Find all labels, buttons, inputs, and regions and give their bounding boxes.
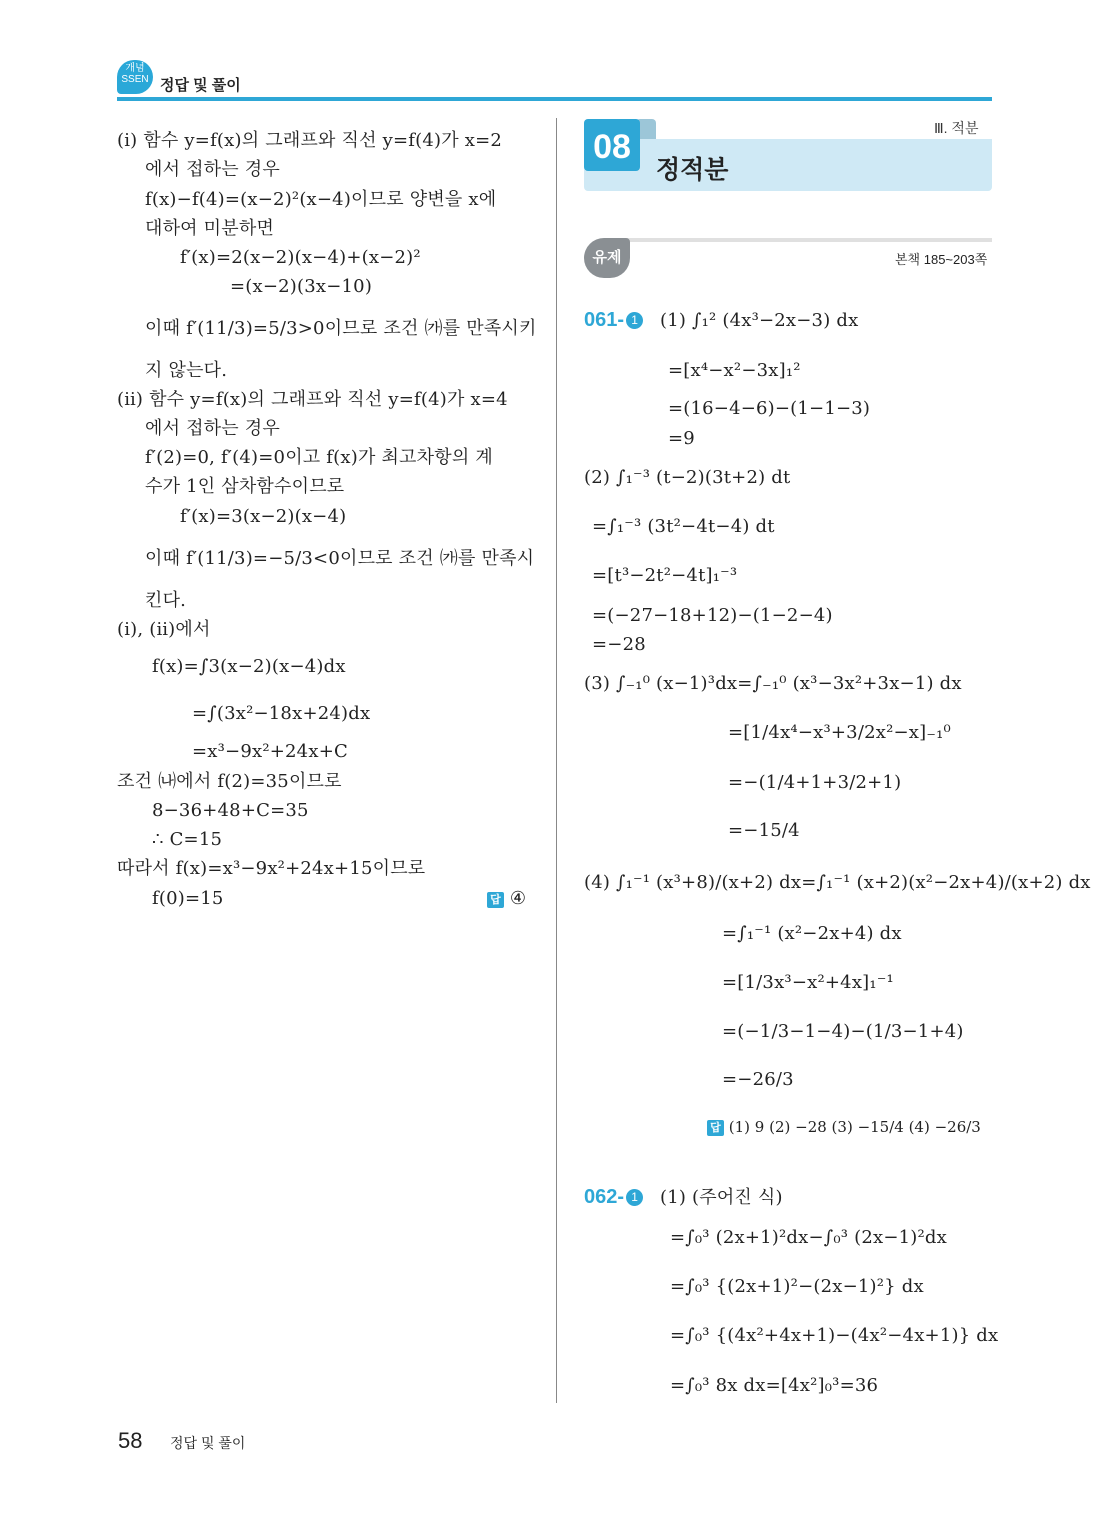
brand-logo — [117, 60, 153, 94]
problem-number: 061- — [584, 309, 625, 331]
answer-value: ④ — [509, 888, 527, 909]
logo-top: 개념 — [125, 63, 145, 74]
answer-mark: 답 — [707, 1120, 724, 1136]
problem-062-number — [584, 1186, 643, 1209]
left-line: 킨다. — [145, 590, 187, 611]
page-number: 58 — [118, 1428, 143, 1453]
left-line: 따라서 f(x)=x³−9x²+24x+15이므로 — [117, 858, 426, 879]
left-answer — [487, 888, 526, 910]
p061-line: =[1/3x³−x²+4x]₁⁻¹ — [722, 972, 894, 993]
left-line: f(x)−f(4)=(x−2)²(x−4)이므로 양변을 x에 — [145, 189, 497, 210]
left-line: =∫(3x²−18x+24)dx — [192, 703, 371, 724]
yuje-reference: 본책 185~203쪽 — [895, 252, 988, 267]
left-line: f(x)=∫3(x−2)(x−4)dx — [152, 656, 346, 677]
p061-line: =(−1/3−1−4)−(1/3−1+4) — [722, 1021, 964, 1042]
p061-line: =−15/4 — [728, 820, 800, 841]
p061-line: =(16−4−6)−(1−1−3) — [668, 398, 871, 419]
left-line: 이때 f′(11/3)=−5/3<0이므로 조건 ㈎를 만족시 — [145, 548, 535, 569]
chapter-number: 08 — [584, 119, 640, 171]
p061-line: =∫₁⁻¹ (x²−2x+4) dx — [722, 923, 902, 944]
yuje-rule — [626, 238, 992, 242]
left-line: 대하여 미분하면 — [145, 218, 275, 239]
left-line: (ⅱ) 함수 y=f(x)의 그래프와 직선 y=f(4)가 x=4 — [117, 389, 508, 410]
p061-line: =−(1/4+1+3/2+1) — [728, 772, 902, 793]
problem-061-number — [584, 309, 643, 332]
chapter-banner — [584, 139, 992, 191]
yuje-badge: 유제 — [584, 238, 630, 278]
left-line: f′(x)=2(x−2)(x−4)+(x−2)² — [180, 247, 421, 268]
logo-main: SSEN — [121, 74, 149, 85]
p062-line: (1) (주어진 식) — [660, 1187, 783, 1208]
p061-answer — [707, 1117, 981, 1137]
p061-line: (3) ∫₋₁⁰ (x−1)³dx=∫₋₁⁰ (x³−3x²+3x−1) dx — [584, 673, 962, 694]
p061-line: =−26/3 — [722, 1069, 794, 1090]
chapter-part: Ⅲ. 적분 — [934, 120, 979, 136]
p061-line: =[x⁴−x²−3x]₁² — [668, 360, 801, 381]
header-rule — [117, 97, 992, 101]
column-divider — [556, 118, 557, 1403]
p061-line: (2) ∫₁⁻³ (t−2)(3t+2) dt — [584, 467, 791, 488]
left-line: 조건 ㈏에서 f(2)=35이므로 — [117, 771, 342, 792]
left-line: 지 않는다. — [145, 360, 228, 381]
answer-mark: 답 — [487, 892, 504, 908]
left-line: 수가 1인 삼차함수이므로 — [145, 476, 345, 497]
p061-line: (4) ∫₁⁻¹ (x³+8)/(x+2) dx=∫₁⁻¹ (x+2)(x²−2x+4)/(x+2) dx — [584, 872, 1091, 893]
p062-line: =∫₀³ (2x+1)²dx−∫₀³ (2x−1)²dx — [670, 1227, 947, 1248]
p062-line: =∫₀³ 8x dx=[4x²]₀³=36 — [670, 1375, 879, 1396]
chapter-title: 정적분 — [656, 156, 729, 184]
p061-line: =[t³−2t²−4t]₁⁻³ — [592, 565, 738, 586]
p061-line: =−28 — [592, 634, 646, 655]
p061-line: =(−27−18+12)−(1−2−4) — [592, 605, 833, 626]
left-line: =x³−9x²+24x+C — [192, 741, 348, 762]
problem-circle-number: 1 — [626, 312, 643, 329]
left-line: 에서 접하는 경우 — [145, 159, 280, 180]
left-line: f′(2)=0, f′(4)=0이고 f(x)가 최고차항의 계 — [145, 447, 493, 468]
left-line: f′(x)=3(x−2)(x−4) — [180, 506, 347, 527]
left-line: (ⅰ), (ⅱ)에서 — [117, 619, 211, 640]
footer-label: 정답 및 풀이 — [170, 1435, 246, 1451]
p061-line: =[1/4x⁴−x³+3/2x²−x]₋₁⁰ — [728, 722, 951, 743]
answer-value: (1) 9 (2) −28 (3) −15/4 (4) −26/3 — [728, 1118, 981, 1136]
left-line: ∴ C=15 — [152, 829, 223, 850]
left-line: 8−36+48+C=35 — [152, 800, 309, 821]
p062-line: =∫₀³ {(4x²+4x+1)−(4x²−4x+1)} dx — [670, 1325, 999, 1346]
p061-line: =9 — [668, 428, 695, 449]
left-line: (ⅰ) 함수 y=f(x)의 그래프와 직선 y=f(4)가 x=2 — [117, 130, 503, 151]
left-line: =(x−2)(3x−10) — [230, 276, 373, 297]
p061-line: =∫₁⁻³ (3t²−4t−4) dt — [592, 516, 775, 537]
p062-line: =∫₀³ {(2x+1)²−(2x−1)²} dx — [670, 1276, 924, 1297]
problem-circle-number: 1 — [626, 1189, 643, 1206]
problem-number: 062- — [584, 1186, 625, 1208]
header-title: 정답 및 풀이 — [160, 77, 241, 94]
left-line: 이때 f′(11/3)=5/3>0이므로 조건 ㈎를 만족시키 — [145, 318, 537, 339]
p061-line: (1) ∫₁² (4x³−2x−3) dx — [660, 310, 859, 331]
left-line: 에서 접하는 경우 — [145, 418, 280, 439]
left-line: f(0)=15 — [152, 888, 224, 909]
